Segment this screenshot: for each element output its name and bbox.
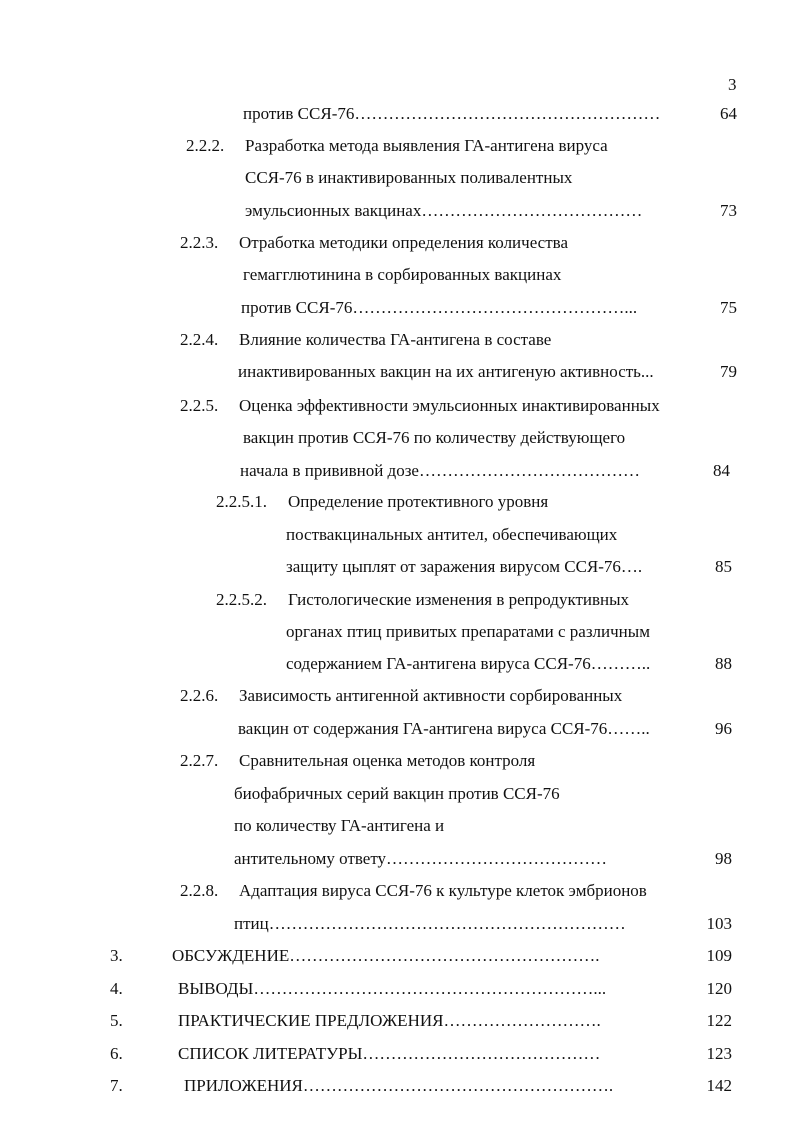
- toc-entry-text: Гистологические изменения в репродуктивных: [288, 590, 630, 609]
- toc-chapter-number: 4.: [110, 979, 123, 998]
- toc-page-ref: 109: [706, 946, 732, 965]
- toc-entry-text: содержанием ГА-антигена вируса ССЯ-76………..: [286, 654, 651, 673]
- page-number: 3: [728, 75, 737, 94]
- toc-page-ref: 103: [706, 914, 732, 933]
- toc-entry-text: Зависимость антигенной активности сорбированных: [239, 686, 623, 705]
- toc-entry-text: инактивированных вакцин на их антигеную активность...: [238, 362, 654, 381]
- toc-entry-text: Сравнительная оценка методов контроля: [239, 751, 536, 770]
- toc-entry-text: птиц………………………………………………………: [234, 914, 626, 933]
- toc-entry-text: вакцин от содержания ГА-антигена вируса ССЯ-76……..: [238, 719, 650, 738]
- toc-chapter-number: 7.: [110, 1076, 123, 1095]
- toc-entry-text: биофабричных серий вакцин против ССЯ-76: [234, 784, 560, 803]
- toc-entry-text: органах птиц привитых препаратами с различным: [286, 622, 650, 641]
- toc-page-ref: 98: [715, 849, 732, 868]
- toc-page-ref: 123: [706, 1044, 732, 1063]
- toc-page-ref: 142: [706, 1076, 732, 1095]
- toc-section-number: 2.2.8.: [180, 881, 219, 900]
- toc-entry-text: ОБСУЖДЕНИЕ……………………………………………….: [172, 946, 600, 965]
- toc-entry-text: Влияние количества ГА-антигена в составе: [239, 330, 552, 349]
- toc-chapter-number: 5.: [110, 1011, 123, 1030]
- toc-entry-text: ПРАКТИЧЕСКИЕ ПРЕДЛОЖЕНИЯ……………………….: [178, 1011, 601, 1030]
- toc-section-number: 2.2.5.: [180, 396, 219, 415]
- toc-section-number: 2.2.5.2.: [216, 590, 267, 609]
- toc-entry-text: ВЫВОДЫ……………………………………………………...: [178, 979, 607, 998]
- toc-entry-text: эмульсионных вакцинах…………………………………: [245, 201, 643, 220]
- toc-section-number: 2.2.3.: [180, 233, 219, 252]
- toc-entry-text: по количеству ГА-антигена и: [234, 816, 445, 835]
- toc-section-number: 2.2.6.: [180, 686, 219, 705]
- toc-entry-text: против ССЯ-76………………………………………………: [243, 104, 661, 123]
- toc-entry-text: СПИСОК ЛИТЕРАТУРЫ……………………………………: [178, 1044, 601, 1063]
- toc-page-ref: 85: [715, 557, 732, 576]
- toc-page-ref: 75: [720, 298, 737, 317]
- toc-section-number: 2.2.2.: [186, 136, 225, 155]
- toc-entry-text: защиту цыплят от заражения вирусом ССЯ-76….: [286, 557, 643, 576]
- toc-entry-text: начала в прививной дозе…………………………………: [240, 461, 640, 480]
- toc-entry-text: Определение протективного уровня: [288, 492, 549, 511]
- toc-page-ref: 122: [706, 1011, 732, 1030]
- toc-entry-text: против ССЯ-76…………………………………………...: [241, 298, 638, 317]
- toc-section-number: 2.2.5.1.: [216, 492, 267, 511]
- toc-chapter-number: 6.: [110, 1044, 123, 1063]
- toc-page-ref: 88: [715, 654, 732, 673]
- toc-page-ref: 79: [720, 362, 737, 381]
- toc-entry-text: гемагглютинина в сорбированных вакцинах: [243, 265, 562, 284]
- toc-entry-text: Разработка метода выявления ГА-антигена вируса: [245, 136, 608, 155]
- toc-entry-text: вакцин против ССЯ-76 по количеству действующего: [243, 428, 626, 447]
- toc-chapter-number: 3.: [110, 946, 123, 965]
- toc-entry-text: ПРИЛОЖЕНИЯ……………………………………………….: [184, 1076, 614, 1095]
- toc-entry-text: Адаптация вируса ССЯ-76 к культуре клеток эмбрионов: [239, 881, 647, 900]
- toc-entry-text: антительному ответу…………………………………: [234, 849, 608, 868]
- toc-page-ref: 84: [713, 461, 730, 480]
- toc-entry-text: Отработка методики определения количества: [239, 233, 568, 252]
- toc-page-ref: 64: [720, 104, 737, 123]
- toc-section-number: 2.2.7.: [180, 751, 219, 770]
- toc-section-number: 2.2.4.: [180, 330, 219, 349]
- toc-entry-text: Оценка эффективности эмульсионных инактивированных: [239, 396, 660, 415]
- toc-page-ref: 73: [720, 201, 737, 220]
- toc-entry-text: ССЯ-76 в инактивированных поливалентных: [245, 168, 573, 187]
- toc-page-ref: 96: [715, 719, 732, 738]
- toc-page-ref: 120: [706, 979, 732, 998]
- toc-entry-text: поствакцинальных антител, обеспечивающих: [286, 525, 618, 544]
